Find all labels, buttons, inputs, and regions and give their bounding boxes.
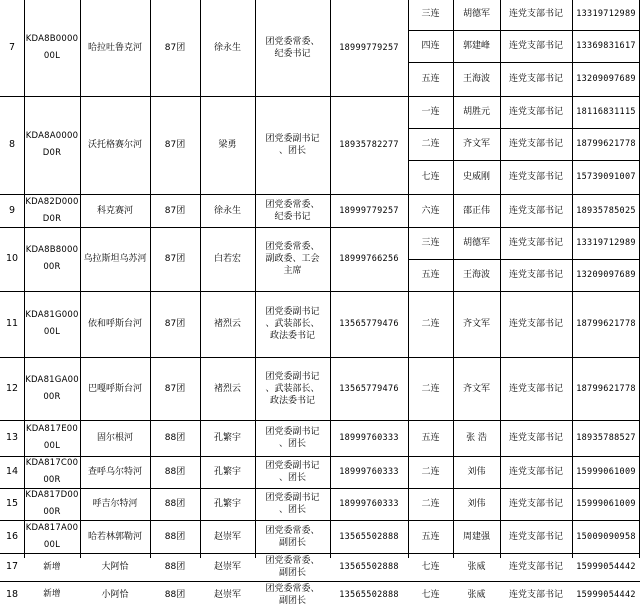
- river-name: 沃托格赛尔河: [87, 140, 142, 150]
- grid-line-horizontal: [408, 259, 640, 260]
- regiment-chief-title: 团党委副书记 、武装部长、 政法委书记: [265, 371, 320, 406]
- company-unit: 二连: [421, 467, 440, 477]
- regiment-river-chief: 徐永生: [213, 43, 241, 53]
- row-index: 7: [8, 42, 16, 53]
- row-index: 16: [5, 530, 19, 542]
- regiment-chief-phone: 18999760333: [339, 499, 399, 509]
- regiment-chief-title: 团党委常委、 纪委书记: [265, 199, 320, 222]
- regiment-chief-phone: 13565779476: [339, 319, 399, 329]
- company-chief-title: 连党支部书记: [508, 499, 563, 509]
- row-index: 18: [5, 588, 19, 600]
- regiment: 87团: [164, 140, 186, 150]
- regiment-chief-phone: 18935782277: [339, 140, 399, 150]
- company-chief-phone: 15999054442: [576, 562, 636, 572]
- grid-line-horizontal: [0, 488, 640, 489]
- company-river-chief: 郭建峰: [462, 41, 490, 51]
- company-river-chief: 周建强: [462, 531, 490, 542]
- regiment-river-chief: 梁勇: [218, 140, 237, 150]
- grid-line-horizontal: [408, 128, 640, 129]
- company-chief-phone: 13369831617: [576, 41, 636, 51]
- company-river-chief: 齐文军: [462, 139, 490, 149]
- company-unit: 七连: [421, 562, 440, 572]
- grid-line-horizontal: [0, 420, 640, 421]
- river-code: KDA817A00 00L: [25, 522, 79, 550]
- regiment-chief-phone: 18999779257: [339, 205, 399, 216]
- regiment-chief-title: 团党委常委、 副团长: [265, 525, 320, 548]
- regiment-chief-title: 团党委副书记 、团长: [265, 427, 320, 449]
- river-code: KDA82D000 D0R: [25, 196, 79, 224]
- river-code: 新增: [43, 561, 61, 572]
- company-unit: 七连: [421, 589, 440, 600]
- row-index: 10: [5, 253, 19, 264]
- grid-line-vertical: [24, 0, 25, 558]
- company-chief-phone: 15999061009: [576, 467, 636, 477]
- river-name: 大阿恰: [101, 562, 129, 572]
- regiment-river-chief: 徐永生: [213, 205, 241, 216]
- river-code: KDA8A0000 D0R: [25, 131, 79, 158]
- company-chief-phone: 15009090958: [576, 531, 636, 542]
- row-index: 14: [5, 466, 19, 477]
- company-chief-title: 连党支部书记: [508, 205, 563, 216]
- grid-line-vertical: [572, 0, 573, 558]
- company-unit: 一连: [421, 107, 440, 117]
- grid-line-vertical: [150, 0, 151, 558]
- company-chief-title: 连党支部书记: [508, 172, 563, 182]
- company-chief-title: 连党支部书记: [508, 531, 563, 542]
- regiment: 88团: [164, 499, 186, 509]
- river-name: 小阿恰: [101, 589, 129, 600]
- grid-line-horizontal: [0, 291, 640, 292]
- company-unit: 六连: [421, 205, 440, 216]
- grid-line-vertical: [500, 0, 501, 558]
- regiment: 88团: [164, 589, 186, 600]
- river-name: 查呼乌尔特河: [87, 467, 142, 477]
- regiment-chief-phone: 18999760333: [339, 433, 399, 443]
- company-chief-phone: 13209097689: [576, 74, 636, 84]
- regiment-chief-phone: 18999766256: [339, 254, 399, 264]
- company-chief-phone: 15999061009: [576, 499, 636, 509]
- regiment-chief-title: 团党委副书记 、团长: [265, 134, 320, 156]
- grid-line-horizontal: [408, 62, 640, 63]
- company-unit: 二连: [421, 139, 440, 149]
- regiment-chief-phone: 18999760333: [339, 467, 399, 477]
- grid-line-vertical: [200, 0, 201, 558]
- company-unit: 三连: [421, 238, 440, 248]
- grid-line-horizontal: [0, 456, 640, 457]
- company-chief-title: 连党支部书记: [508, 589, 563, 600]
- company-chief-phone: 13319712989: [576, 9, 636, 19]
- grid-line-horizontal: [0, 357, 640, 358]
- river-code: KDA817C00 00R: [25, 458, 79, 485]
- company-chief-phone: 18799621778: [576, 319, 636, 329]
- river-name: 巴嘎呼斯台河: [87, 383, 142, 394]
- regiment-chief-phone: 13565502888: [339, 562, 399, 572]
- regiment-chief-title: 团党委常委、 副团长: [265, 556, 320, 578]
- grid-line-horizontal: [0, 227, 640, 228]
- company-river-chief: 邵正伟: [462, 205, 490, 216]
- row-index: 12: [5, 382, 19, 394]
- company-unit: 五连: [421, 270, 440, 280]
- company-river-chief: 胡胜元: [462, 107, 490, 117]
- regiment-river-chief: 孔繁宇: [213, 467, 241, 477]
- regiment: 87团: [164, 254, 186, 264]
- river-name: 哈拉吐鲁克河: [87, 43, 142, 53]
- company-chief-title: 连党支部书记: [508, 139, 563, 149]
- regiment-river-chief: 赵崇军: [213, 531, 241, 542]
- company-unit: 五连: [421, 74, 440, 84]
- row-index: 13: [5, 432, 19, 443]
- regiment-chief-phone: 13565502888: [339, 589, 399, 600]
- grid-line-horizontal: [0, 581, 640, 582]
- regiment-chief-phone: 18999779257: [339, 43, 399, 53]
- grid-line-horizontal: [0, 96, 640, 97]
- company-chief-title: 连党支部书记: [508, 383, 563, 394]
- regiment: 87团: [164, 319, 186, 329]
- river-code: KDA817D00 00R: [25, 490, 79, 517]
- company-river-chief: 张 浩: [466, 433, 487, 443]
- company-unit: 四连: [421, 41, 440, 51]
- company-chief-phone: 13319712989: [576, 238, 636, 248]
- company-unit: 二连: [421, 319, 440, 329]
- row-index: 9: [8, 204, 16, 216]
- grid-line-vertical: [330, 0, 331, 558]
- regiment-chief-title: 团党委常委、 副政委、工会 主席: [265, 242, 320, 276]
- company-chief-title: 连党支部书记: [508, 238, 563, 248]
- river-name: 固尔根河: [96, 433, 133, 443]
- regiment: 87团: [164, 383, 186, 394]
- company-river-chief: 刘伟: [467, 467, 486, 477]
- company-river-chief: 齐文军: [462, 383, 490, 394]
- river-code: KDA8B0000 00L: [25, 34, 79, 61]
- river-name: 哈若林郭勒河: [87, 531, 142, 542]
- company-unit: 五连: [421, 531, 440, 542]
- river-name: 科克赛河: [96, 205, 133, 216]
- regiment-river-chief: 白若宏: [213, 254, 241, 264]
- company-chief-title: 连党支部书记: [508, 107, 563, 117]
- grid-line-vertical: [453, 0, 454, 558]
- company-chief-title: 连党支部书记: [508, 41, 563, 51]
- company-river-chief: 王海波: [462, 74, 490, 84]
- grid-line-vertical: [80, 0, 81, 558]
- grid-line-vertical: [255, 0, 256, 558]
- grid-line-horizontal: [0, 520, 640, 521]
- regiment-chief-title: 团党委副书记 、团长: [265, 493, 320, 515]
- regiment-river-chief: 褚烈云: [213, 319, 241, 329]
- regiment: 88团: [164, 467, 186, 477]
- regiment-chief-title: 团党委常委、 纪委书记: [265, 37, 320, 59]
- company-chief-title: 连党支部书记: [508, 562, 563, 572]
- company-chief-title: 连党支部书记: [508, 319, 563, 329]
- company-river-chief: 胡德军: [462, 238, 490, 248]
- company-chief-title: 连党支部书记: [508, 270, 563, 280]
- company-chief-title: 连党支部书记: [508, 467, 563, 477]
- company-river-chief: 张威: [467, 589, 486, 600]
- regiment-chief-title: 团党委副书记 、团长: [265, 461, 320, 483]
- grid-line-horizontal: [0, 194, 640, 195]
- grid-line-horizontal: [0, 553, 640, 554]
- company-unit: 三连: [421, 9, 440, 19]
- grid-line-vertical: [408, 0, 409, 558]
- regiment-river-chief: 褚烈云: [213, 383, 241, 394]
- regiment-river-chief: 孔繁宇: [213, 499, 241, 509]
- company-chief-phone: 18799621778: [576, 139, 636, 149]
- regiment-chief-phone: 13565779476: [339, 383, 399, 394]
- row-index: 17: [5, 561, 19, 572]
- river-code: KDA817E00 00L: [26, 424, 78, 451]
- company-chief-phone: 18799621778: [576, 383, 636, 394]
- grid-line-horizontal: [408, 160, 640, 161]
- company-river-chief: 张威: [467, 562, 486, 572]
- regiment: 88团: [164, 562, 186, 572]
- regiment-river-chief: 孔繁宇: [213, 433, 241, 443]
- river-name: 呼吉尔特河: [92, 499, 138, 509]
- company-river-chief: 齐文军: [462, 319, 490, 329]
- company-chief-title: 连党支部书记: [508, 74, 563, 84]
- regiment: 87团: [164, 43, 186, 53]
- regiment-chief-title: 团党委副书记 、武装部长、 政法委书记: [265, 307, 320, 341]
- row-index: 11: [5, 318, 19, 329]
- regiment: 87团: [164, 205, 186, 216]
- regiment: 88团: [164, 531, 186, 542]
- company-chief-phone: 15739091007: [576, 172, 636, 182]
- company-chief-phone: 15999054442: [576, 589, 636, 600]
- company-chief-phone: 18116831115: [576, 107, 636, 117]
- regiment-river-chief: 赵崇军: [213, 589, 241, 600]
- river-code: KDA81G000 00L: [25, 310, 79, 337]
- river-name: 乌拉斯坦乌苏河: [83, 254, 147, 264]
- grid-line-horizontal: [408, 30, 640, 31]
- company-unit: 七连: [421, 172, 440, 182]
- regiment-chief-phone: 13565502888: [339, 531, 399, 542]
- company-river-chief: 刘伟: [467, 499, 486, 509]
- regiment: 88团: [164, 433, 186, 443]
- company-river-chief: 胡德军: [462, 9, 490, 19]
- company-chief-title: 连党支部书记: [508, 9, 563, 19]
- regiment-river-chief: 赵崇军: [213, 562, 241, 572]
- row-index: 8: [8, 139, 16, 150]
- regiment-chief-title: 团党委常委、 副团长: [265, 583, 320, 606]
- river-code: 新增: [43, 589, 61, 599]
- river-code: KDA8B8000 00R: [25, 245, 79, 272]
- river-code: KDA81GA00 00R: [25, 374, 79, 402]
- company-unit: 二连: [421, 499, 440, 509]
- company-chief-phone: 13209097689: [576, 270, 636, 280]
- company-chief-phone: 18935785025: [576, 205, 636, 216]
- company-chief-title: 连党支部书记: [508, 433, 563, 443]
- company-unit: 二连: [421, 383, 440, 394]
- river-name: 依和呼斯台河: [87, 319, 142, 329]
- company-river-chief: 史威刚: [462, 172, 490, 182]
- company-river-chief: 王海波: [462, 270, 490, 280]
- company-unit: 五连: [421, 433, 440, 443]
- row-index: 15: [5, 498, 19, 509]
- company-chief-phone: 18935788527: [576, 433, 636, 443]
